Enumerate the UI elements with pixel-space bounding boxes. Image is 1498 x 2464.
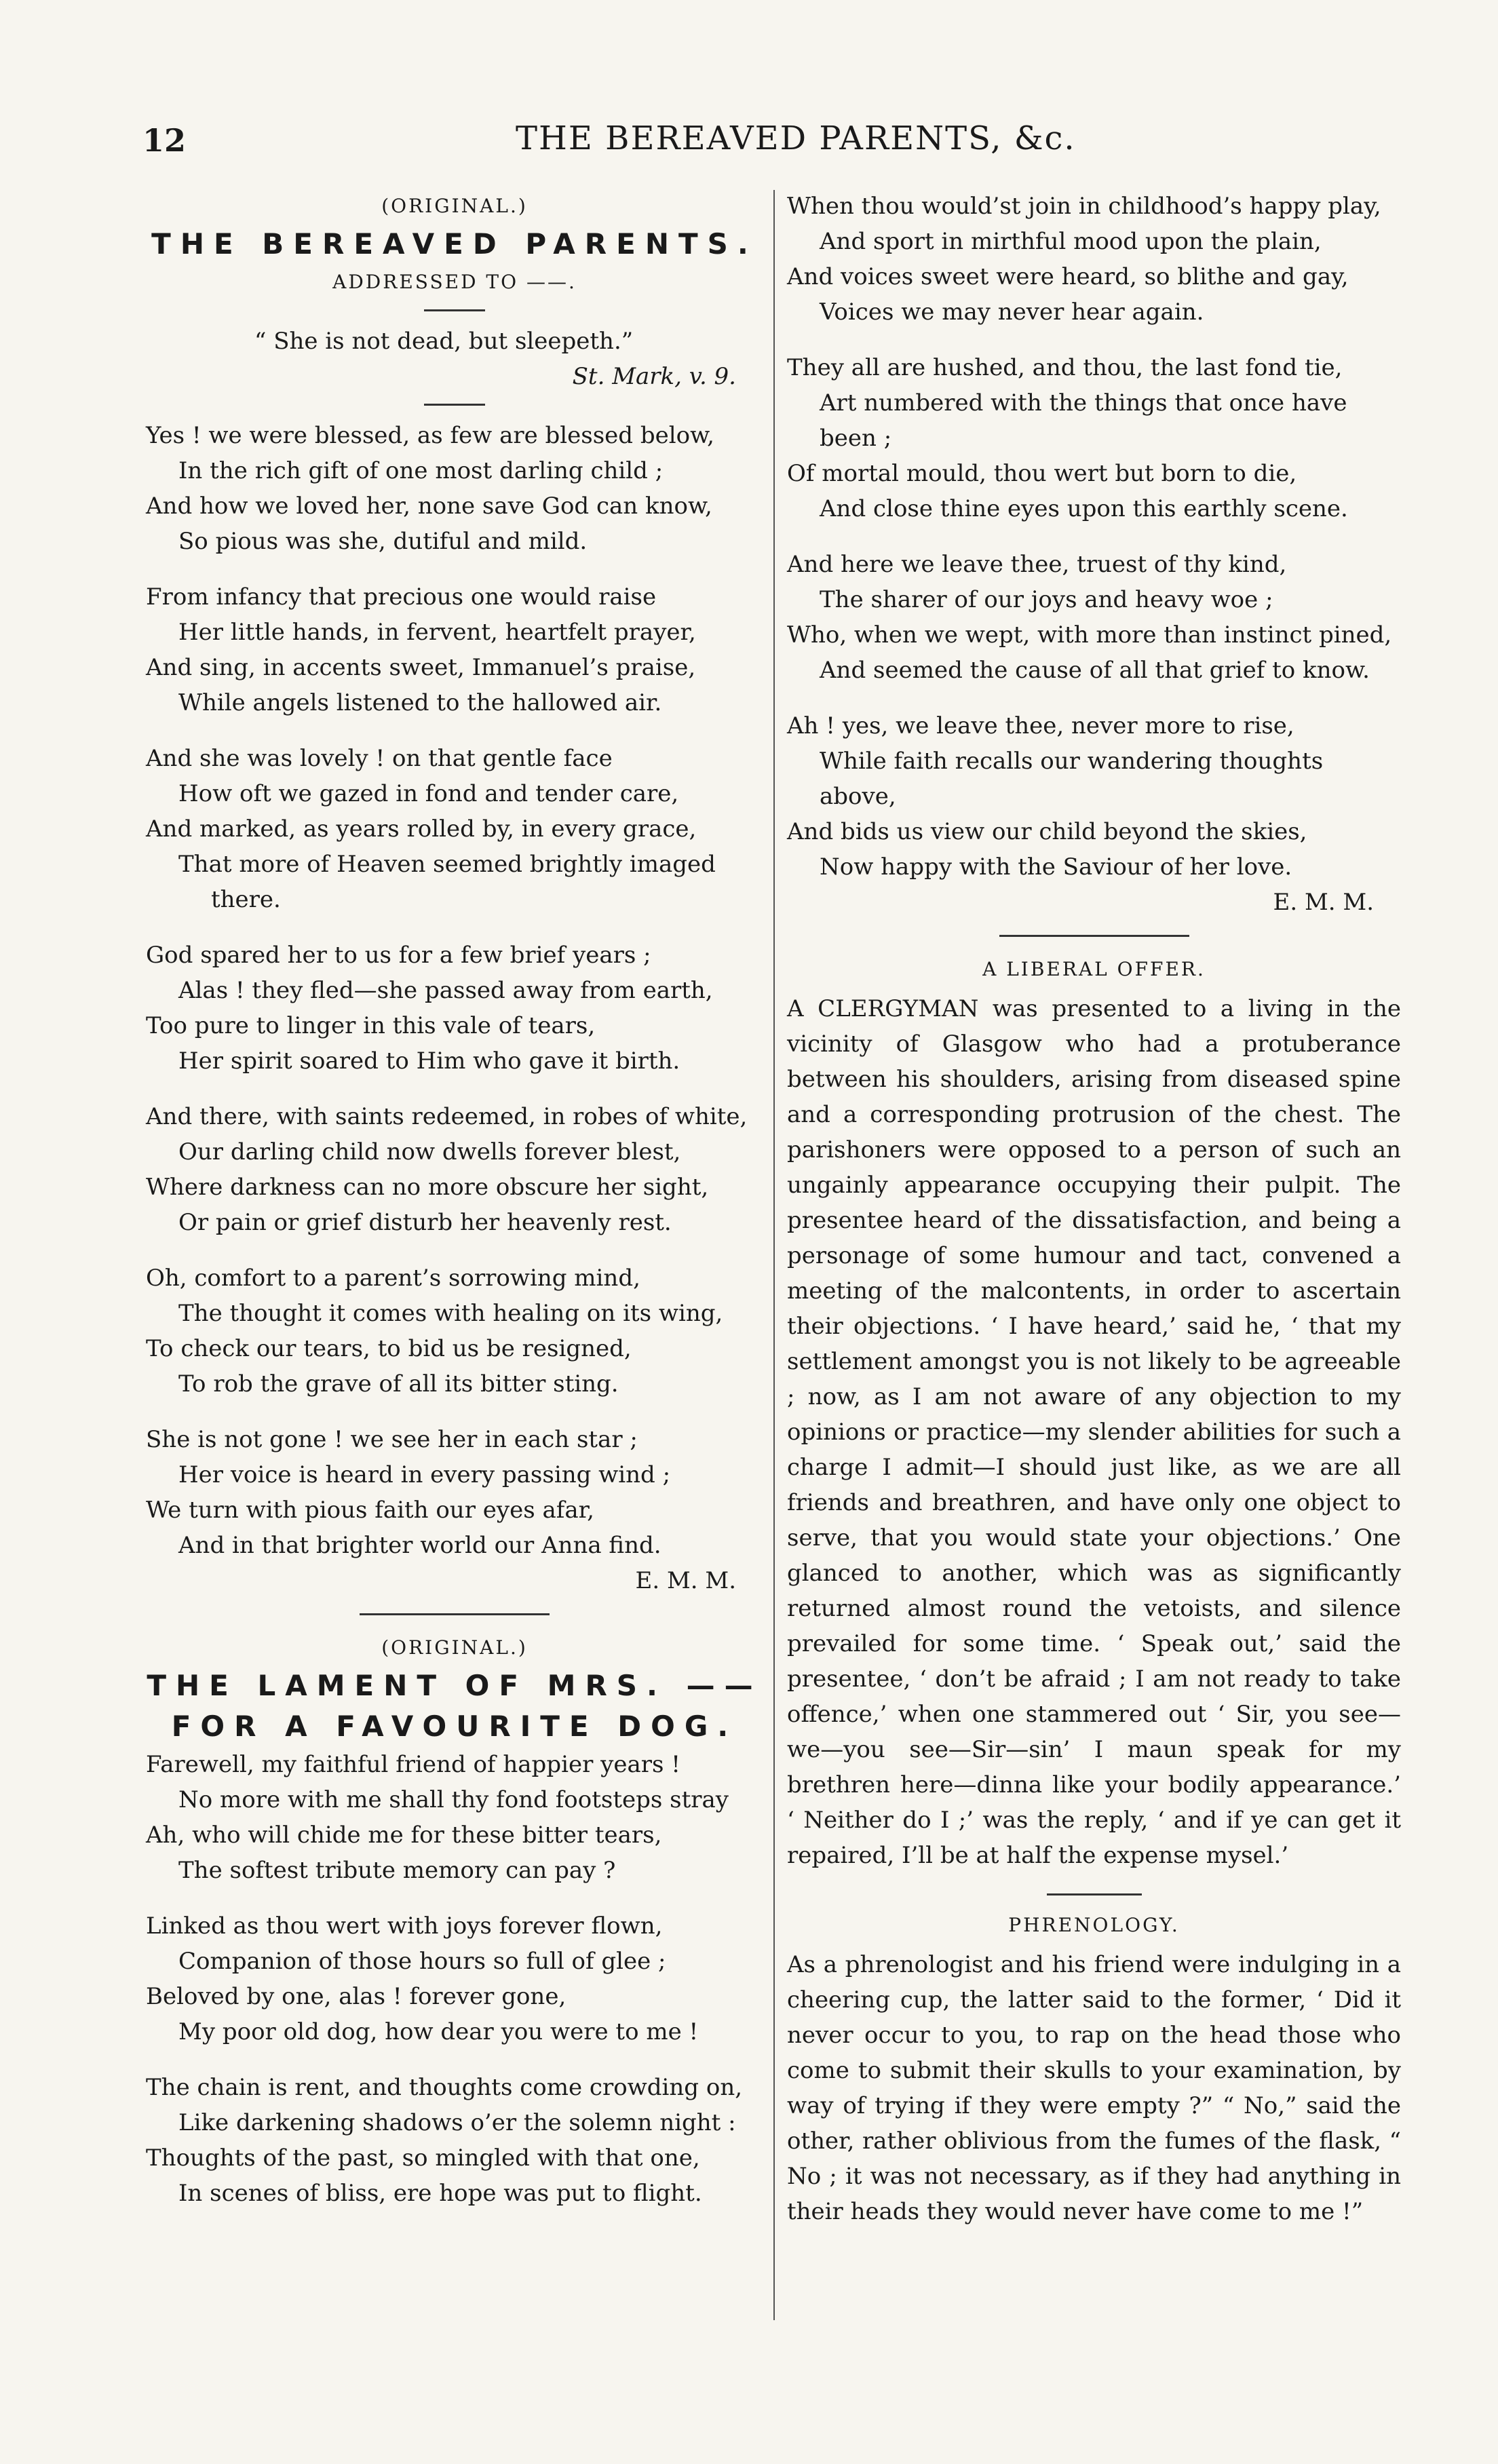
verse-line: Voices we may never hear again. [820,299,1204,326]
stanza [146,938,763,1079]
verse-line: And there, with saints redeemed, in robes of white, [146,1103,748,1130]
verse-line: Yes ! we were blessed, as few are blessed below, [146,422,714,449]
verse-line: And close thine eyes upon this earthly scene. [820,495,1348,522]
verse-line: To check our tears, to bid us be resigned, [146,1335,632,1362]
verse-line: been ; [820,425,892,452]
verse-line: Alas ! they fled—she passed away from earth, [178,977,713,1004]
verse-line: How oft we gazed in fond and tender care, [178,780,679,807]
stanza [146,2070,763,2211]
verse-line: And seemed the cause of all that grief to know. [820,657,1370,684]
verse-line: We turn with pious faith our eyes afar, [146,1497,594,1524]
section-rule [1047,1893,1142,1895]
poem2-continuation [787,189,1401,920]
poem1-addressed: ADDRESSED TO ——. [332,271,577,293]
section-rule [360,1613,550,1615]
article-body: A CLERGYMAN was presented to a living in the vicinity of Glasgow who had a protuberance between his shoulders, arising from diseased spine and a corresponding protrusion of the chest. The parishoners were opposed to a person of such an ungainly appearance occupying their pulpit. The presentee heard of the dissatisfaction, and being a personage of some humour and tact, convened a meeting of the malcontents, in order to ascertain their objections. ‘ I have heard,’ said he, ‘ that my settlement amongst you is not likely to be agreeable ; now, as I am not aware of any objection to my opinions or practice—my slender abilities for such a charge I admit—I should just like, as we are all friends and breathren, and have only one object to serve, that you would state your objections.’ One glanced to another, which was as significantly returned almost round the vetoists, and silence prevailed for some time. ‘ Speak out,’ said the presentee, ‘ don’t be afraid ; I am not ready to take offence,’ when one stammered out ‘ Sir, you see—we—you see—Sir—sin’ I maun speak for my brethren here—dinna like your bodily appearance.’ ‘ Neither do I ;’ was the reply, ‘ and if ye can get it repaired, I’ll be at half the expense mysel.’ [787,995,1401,1869]
page-number: 12 [142,122,187,159]
right-column [787,189,1401,2229]
verse-line: And voices sweet were heard, so blithe and gay, [787,263,1349,290]
stanza [146,1260,763,1402]
verse-line: They all are hushed, and thou, the last fond tie, [787,354,1343,381]
verse-line: God spared her to us for a few brief years ; [146,942,651,969]
article-heading: A LIBERAL OFFER. [982,958,1206,980]
verse-line: Our darling child now dwells forever blest, [178,1138,681,1166]
verse-line: there. [211,886,281,913]
article-body: As a phrenologist and his friend were indulging in a cheering cup, the latter said to the former, ‘ Did it never occur to you, to rap on the head those who come to submit their skulls to your examination, by way of trying if they were empty ?” “ No,” said the other, rather oblivious from the fumes of the flask, “ No ; it was not necessary, as if they had anything in their heads they would never have come to me !” [787,1951,1401,2225]
verse-line: While angels listened to the hallowed air. [178,689,662,716]
poem2-label: (ORIGINAL.) [381,1636,528,1659]
stanza [146,1747,763,1888]
verse-line: She is not gone ! we see her in each star ; [146,1426,638,1453]
verse-line: Companion of those hours so full of glee ; [178,1948,666,1975]
poem1-title: THE BEREAVED PARENTS. [151,227,758,261]
epigraph-reference: St. Mark, v. 9. [572,363,736,390]
stanza [146,1422,763,1563]
verse-line: Her voice is heard in every passing wind ; [178,1461,671,1488]
stanza [787,189,1401,330]
verse-line: Art numbered with the things that once have [820,389,1347,417]
stanza [787,547,1401,688]
verse-line: No more with me shall thy fond footsteps stray [178,1786,729,1813]
article-heading: PHRENOLOGY. [1008,1914,1180,1936]
short-rule [424,309,485,311]
left-column [146,189,763,2231]
section-rule [999,935,1189,937]
verse-line: Ah ! yes, we leave thee, never more to rise, [787,712,1294,739]
poem2-signature: E. M. M. [1273,889,1374,916]
verse-line: And sing, in accents sweet, Immanuel’s praise, [146,654,696,681]
verse-line: The softest tribute memory can pay ? [178,1857,616,1884]
verse-line: Her spirit soared to Him who gave it birth. [178,1047,680,1075]
stanza [787,350,1401,526]
short-rule [424,404,485,406]
verse-line: In the rich gift of one most darling child ; [178,457,664,484]
verse-line: Thoughts of the past, so mingled with that one, [146,2144,700,2172]
verse-line: And here we leave thee, truest of thy kind, [787,551,1287,578]
verse-line: And how we loved her, none save God can know, [146,493,712,520]
verse-line: Ah, who will chide me for these bitter tears, [146,1822,662,1849]
verse-line: From infancy that precious one would raise [146,583,657,611]
stanza [146,1908,763,2049]
verse-line: In scenes of bliss, ere hope was put to flight. [178,2180,702,2207]
verse-line: Linked as thou wert with joys forever flown, [146,1912,663,1940]
poem1-body [146,418,763,1598]
verse-line: And marked, as years rolled by, in every grace, [146,815,697,843]
stanza [787,708,1401,885]
verse-line: And sport in mirthful mood upon the plain, [820,228,1322,255]
verse-line: Of mortal mould, thou wert but born to die, [787,460,1297,487]
verse-line: Where darkness can no more obscure her sight, [146,1174,709,1201]
running-title: THE BEREAVED PARENTS, &c. [516,119,1076,157]
column-divider [773,190,775,2320]
poem2-body [146,1747,763,2211]
verse-line: Too pure to linger in this vale of tears, [146,1012,596,1039]
verse-line: To rob the grave of all its bitter sting. [178,1370,619,1398]
verse-line: The chain is rent, and thoughts come crowding on, [146,2074,743,2101]
stanza [146,1099,763,1240]
verse-line: And bids us view our child beyond the skies, [787,818,1307,845]
stanza [146,418,763,559]
verse-line: Or pain or grief disturb her heavenly rest. [178,1209,672,1236]
verse-line: Now happy with the Saviour of her love. [820,853,1292,881]
verse-line: Beloved by one, alas ! forever gone, [146,1983,566,2010]
poem2-title: THE LAMENT OF MRS. —— FOR A FAVOURITE DOG. [147,1669,763,1743]
verse-line: Farewell, my faithful friend of happier years ! [146,1751,680,1778]
verse-line: Her little hands, in fervent, heartfelt prayer, [178,619,696,646]
verse-line: And she was lovely ! on that gentle face [146,745,613,772]
verse-line: So pious was she, dutiful and mild. [178,528,588,555]
verse-line: And in that brighter world our Anna find. [178,1532,661,1559]
verse-line: The sharer of our joys and heavy woe ; [820,586,1273,613]
verse-line: Oh, comfort to a parent’s sorrowing mind, [146,1265,640,1292]
verse-line: Who, when we wept, with more than instinct pined, [787,621,1392,649]
verse-line: Like darkening shadows o’er the solemn night : [178,2109,736,2136]
poem1-signature: E. M. M. [635,1567,736,1594]
verse-line: While faith recalls our wandering thoughts above, [820,748,1324,810]
stanza [146,741,763,917]
poem1-label: (ORIGINAL.) [381,195,528,217]
verse-line: That more of Heaven seemed brightly imaged [178,851,716,878]
verse-line: The thought it comes with healing on its wing, [178,1300,723,1327]
epigraph: “ She is not dead, but sleepeth.” [254,328,634,355]
stanza [146,579,763,720]
verse-line: When thou would’st join in childhood’s happy play, [787,193,1381,220]
verse-line: My poor old dog, how dear you were to me ! [178,2018,699,2045]
